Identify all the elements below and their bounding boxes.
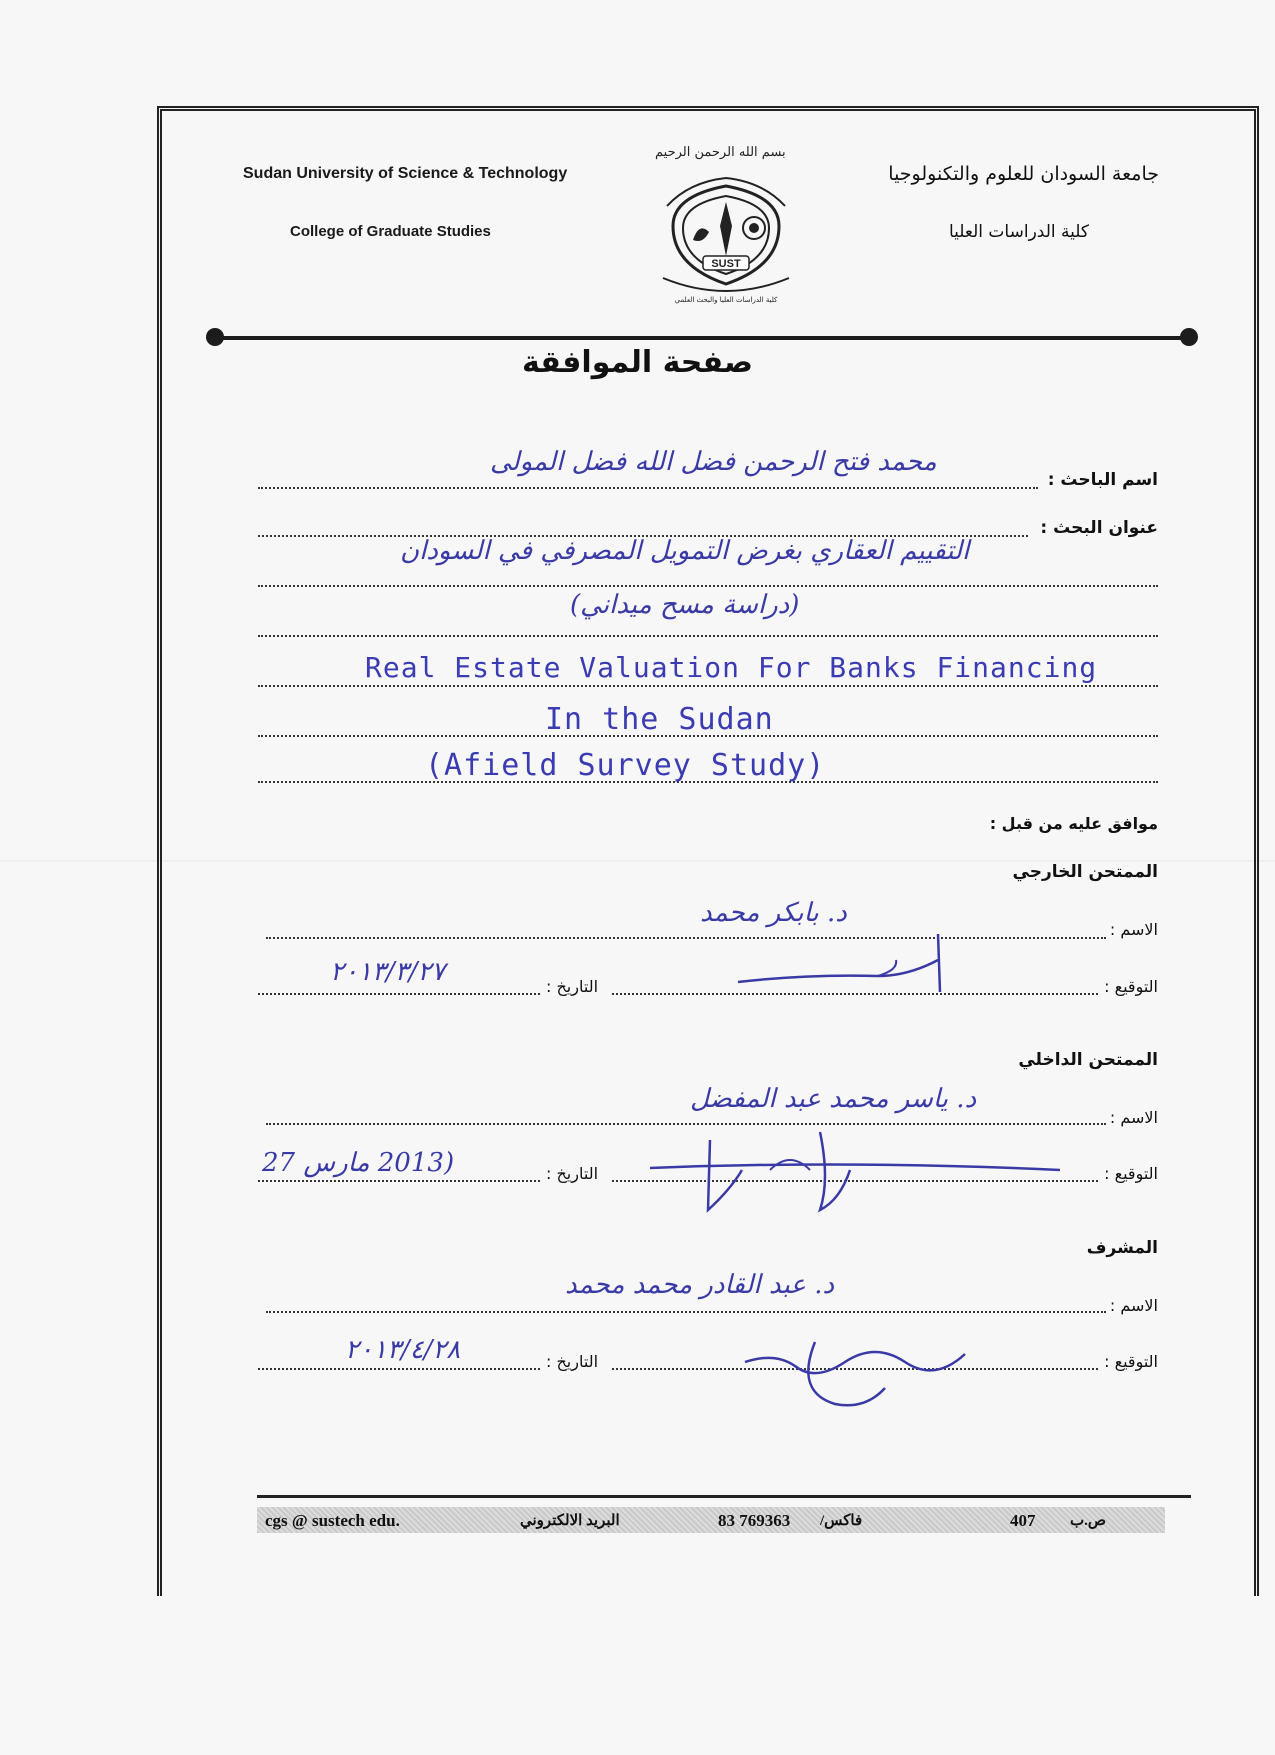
- internal-date-dotline: [258, 1180, 540, 1182]
- footer-fax: 83 769363: [718, 1511, 791, 1530]
- researcher-label: اسم الباحث :: [1047, 470, 1158, 490]
- internal-examiner-heading: الممتحن الداخلي: [1018, 1050, 1158, 1070]
- divider-dot-right: [1180, 328, 1198, 346]
- college-name-ar: كلية الدراسات العليا: [948, 222, 1089, 242]
- internal-date-handwritten: (2013 مارس 27: [262, 1148, 455, 1178]
- research-title-ar-line1: التقييم العقاري بغرض التمويل المصرفي في السودان: [400, 536, 970, 566]
- page-title: صفحة الموافقة: [521, 345, 754, 380]
- research-dotline-4: [258, 685, 1158, 687]
- supervisor-name-handwritten: د. عبد القادر محمد محمد: [565, 1270, 835, 1300]
- internal-date-label: التاريخ :: [546, 1164, 599, 1183]
- university-logo: [659, 166, 793, 308]
- internal-name-label: الاسم :: [1109, 1108, 1158, 1127]
- university-name-ar: جامعة السودان للعلوم والتكنولوجيا: [888, 163, 1159, 185]
- logo-sust-text: SUST: [711, 258, 741, 270]
- external-date-dotline: [258, 993, 540, 995]
- supervisor-date-handwritten: ٢٠١٣/٤/٢٨: [345, 1335, 461, 1365]
- research-title-label: عنوان البحث :: [1040, 518, 1158, 538]
- external-signature-mark: [728, 930, 988, 1004]
- supervisor-date-dotline: [258, 1368, 540, 1370]
- external-name-label: الاسم :: [1109, 920, 1158, 939]
- supervisor-signature-mark: [735, 1332, 995, 1416]
- research-dotline-3: [258, 635, 1158, 637]
- internal-signature-label: التوقيع :: [1104, 1164, 1158, 1183]
- supervisor-name-label: الاسم :: [1109, 1296, 1158, 1315]
- approved-by-label: موافق عليه من قبل :: [989, 814, 1158, 833]
- supervisor-date-label: التاريخ :: [546, 1352, 599, 1371]
- internal-signature-mark: [650, 1130, 1070, 1224]
- document-frame: [157, 106, 1259, 1596]
- logo-caption: كلية الدراسات العليا والبحث العلمي: [674, 296, 778, 304]
- supervisor-signature-label: التوقيع :: [1104, 1352, 1158, 1371]
- researcher-name-handwritten: محمد فتح الرحمن فضل الله فضل المولى: [490, 447, 937, 477]
- research-dotline-2: [258, 585, 1158, 587]
- supervisor-name-dotline: [266, 1311, 1106, 1313]
- research-title-en-line1: Real Estate Valuation For Banks Financing: [365, 651, 1098, 684]
- footer-email-label: البريد الالكتروني: [520, 1513, 620, 1529]
- footer-po-box: 407: [1010, 1511, 1036, 1530]
- footer-rule: [257, 1495, 1191, 1498]
- research-title-en-line3: (Afield Survey Study): [425, 748, 826, 783]
- footer-email: cgs @ sustech edu.: [265, 1511, 400, 1530]
- external-name-handwritten: د. بابكر محمد: [700, 898, 847, 928]
- external-date-handwritten: ٢٠١٣/٣/٢٧: [330, 957, 446, 987]
- footer-po-label: ص.ب: [1070, 1513, 1107, 1529]
- supervisor-heading: المشرف: [1086, 1238, 1158, 1258]
- external-examiner-heading: الممتحن الخارجي: [1012, 862, 1158, 882]
- researcher-dotline: [258, 487, 1038, 489]
- header-divider: [212, 336, 1186, 340]
- internal-name-dotline: [266, 1123, 1106, 1125]
- external-signature-label: التوقيع :: [1104, 977, 1158, 996]
- internal-name-handwritten: د. ياسر محمد عبد المفضل: [690, 1084, 977, 1114]
- university-name-en: Sudan University of Science & Technology: [243, 165, 568, 182]
- research-title-ar-line2: (دراسة مسح ميداني): [570, 590, 800, 620]
- college-name-en: College of Graduate Studies: [290, 223, 491, 240]
- footer-fax-label: فاكس/: [820, 1513, 863, 1529]
- external-date-label: التاريخ :: [546, 977, 599, 996]
- research-title-en-line2: In the Sudan: [545, 702, 774, 737]
- bismillah-text: بسم الله الرحمن الرحيم: [655, 145, 786, 160]
